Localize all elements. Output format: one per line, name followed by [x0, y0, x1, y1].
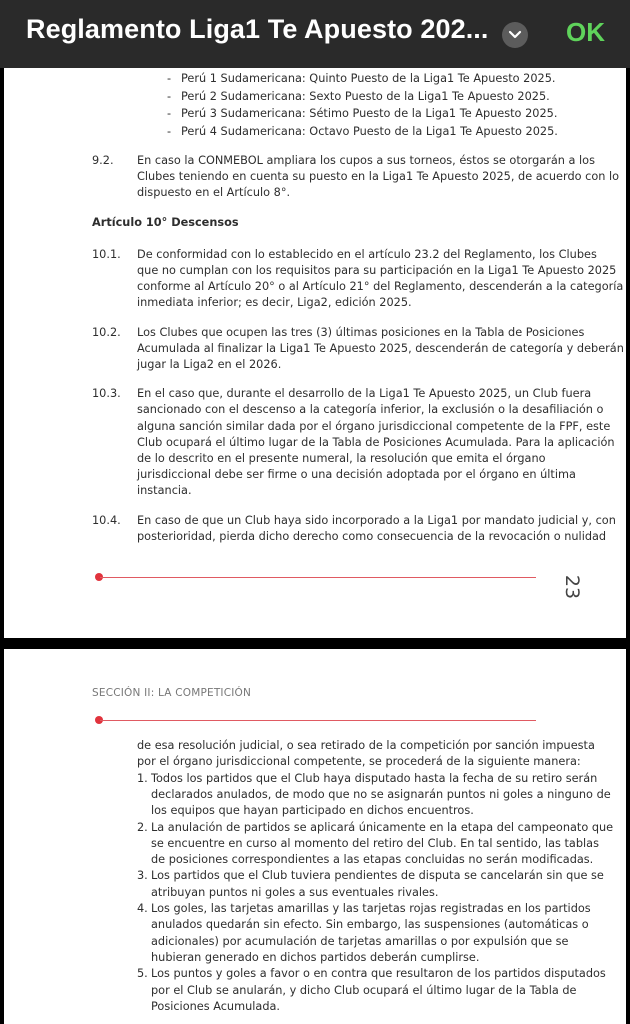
list-item-text-line: declarados anulados, de modo que no se asignarán puntos ni goles a ninguno de: [151, 787, 611, 801]
list-item-number: 1.: [137, 771, 148, 785]
dash-marker: -: [167, 89, 172, 103]
list-item-text-line: atribuyan puntos ni goles a sus eventuales rivales.: [151, 885, 439, 899]
clause-text-line: En caso de que un Club haya sido incorporado a la Liga1 por mandato judicial y, con: [137, 513, 616, 527]
dash-marker: -: [167, 124, 172, 138]
clause-text-line: inmediata inferior; es decir, Liga2, edición 2025.: [137, 296, 412, 310]
list-item-text-line: Los goles, las tarjetas amarillas y las tarjetas rojas registradas en los partidos: [151, 902, 591, 915]
clause-number: 9.2.: [92, 154, 114, 167]
clause-number: 10.2.: [92, 325, 121, 339]
article-heading: Artículo 10° Descensos: [92, 215, 239, 229]
clause-number: 10.4.: [92, 513, 121, 527]
clause-text-line: conforme al Artículo 20° o al Artículo 21° del Reglamento, descenderán a la categoría: [137, 280, 624, 294]
list-item-text-line: anulados quedarán sin efecto. Sin embargo, las suspensiones (automáticas o: [151, 918, 589, 932]
clause-text-line: de lo descrito en el presente numeral, la resolución que emita el órgano: [137, 452, 546, 465]
clause-text-line: Clubes teniendo en cuenta su puesto en la Liga1 Te Apuesto 2025, de acuerdo con lo: [137, 170, 620, 184]
list-item-text-line: se encuentre en curso al momento del retiro del Club. En tal sentido, las tablas: [151, 836, 599, 850]
section-header: SECCIÓN II: LA COMPETICIÓN: [92, 687, 252, 699]
clause-text-line: Club ocupará el último lugar de la Tabla de Posiciones Acumulada. Para la aplicación: [137, 435, 615, 449]
title-menu-button[interactable]: [502, 22, 528, 48]
dash-marker: -: [167, 72, 172, 85]
list-item-text-line: Los partidos que el Club tuviera pendientes de disputa se cancelarán sin que se: [151, 869, 604, 883]
list-item-text-line: Todos los partidos que el Club haya disputado hasta la fecha de su retiro serán: [151, 771, 598, 785]
list-item-text-line: los equipos que hayan participado en dichos encuentros.: [151, 804, 474, 818]
clause-text-line: alguna sanción similar dada por el órgano jurisdiccional competente de la FPF, este: [137, 419, 611, 433]
intro-text-line: por el órgano jurisdiccional competente, se procederá de la siguiente manera:: [137, 755, 581, 769]
intro-text-line: de esa resolución judicial, o sea retirado de la competición por sanción impuesta: [137, 739, 595, 752]
dash-marker: -: [167, 107, 172, 120]
dash-item-text: Perú 3 Sudamericana: Sétimo Puesto de la Liga1 Te Apuesto 2025.: [181, 107, 558, 120]
list-item-number: 4.: [137, 902, 148, 915]
dash-item-text: Perú 1 Sudamericana: Quinto Puesto de la Liga1 Te Apuesto 2025.: [181, 72, 556, 85]
clause-text-line: dispuesto en el Artículo 8°.: [137, 186, 291, 200]
document-viewer-header: [0, 0, 630, 68]
clause-text-line: posterioridad, pierda dicho derecho como consecuencia de la revocación o nulidad: [137, 529, 607, 543]
clause-text-line: jugar la Liga2 en el 2026.: [137, 358, 282, 371]
list-item-text-line: hubieran generado en dichos partidos deberán cumplirse.: [151, 950, 480, 964]
clause-text-line: De conformidad con lo establecido en el artículo 23.2 del Reglamento, los Clubes: [137, 247, 597, 261]
clause-text-line: Los Clubes que ocupen las tres (3) últimas posiciones en la Tabla de Posiciones: [137, 325, 585, 339]
ok-button[interactable]: OK: [566, 17, 605, 47]
clause-text-line: sancionado con el descenso a la categoría inferior, la exclusión o la desafiliación o: [137, 403, 604, 417]
clause-number: 10.3.: [92, 387, 121, 401]
clause-text-line: Acumulada al finalizar la Liga1 Te Apuesto 2025, descenderán de categoría y deberán: [137, 341, 624, 355]
chevron-down-icon: [508, 30, 522, 40]
list-item-number: 2.: [137, 820, 148, 834]
clause-text-line: instancia.: [137, 484, 192, 498]
list-item-text-line: adicionales) por acumulación de tarjetas amarillas o por expulsión que se: [151, 934, 569, 948]
dash-item-text: Perú 2 Sudamericana: Sexto Puesto de la Liga1 Te Apuesto 2025.: [181, 89, 550, 103]
clause-text-line: que no cumplan con los requisitos para su participación en la Liga1 Te Apuesto 2025: [137, 264, 617, 277]
clause-text-line: En el caso que, durante el desarrollo de la Liga1 Te Apuesto 2025, un Club fuera: [137, 387, 592, 401]
dash-item-text: Perú 4 Sudamericana: Octavo Puesto de la Liga1 Te Apuesto 2025.: [181, 124, 558, 138]
page-rule: [100, 577, 536, 578]
list-item-text-line: Posiciones Acumulada.: [151, 999, 281, 1013]
page-number: 23: [561, 574, 584, 600]
section-rule: [100, 720, 536, 721]
list-item-text-line: Los puntos y goles a favor o en contra que resultaron de los partidos disputados: [151, 967, 606, 981]
list-item-text-line: La anulación de partidos se aplicará únicamente en la etapa del campeonato que: [151, 820, 614, 834]
clause-text-line: jurisdiccional debe ser firme o una decisión adoptada por el órgano en última: [137, 468, 576, 482]
list-item-number: 5.: [137, 967, 148, 981]
document-page-23: [4, 68, 626, 638]
clause-text-line: En caso la CONMEBOL ampliara los cupos a sus torneos, éstos se otorgarán a los: [137, 154, 595, 167]
list-item-text-line: de posiciones correspondientes a las etapas concluidas no serán modificadas.: [151, 853, 594, 867]
list-item-number: 3.: [137, 869, 148, 883]
document-page-24: [4, 649, 626, 1024]
document-title: Reglamento Liga1 Te Apuesto 202...: [26, 14, 489, 44]
list-item-text-line: por el Club se anularán, y dicho Club ocupará el último lugar de la Tabla de: [151, 983, 577, 997]
clause-number: 10.1.: [92, 247, 121, 261]
